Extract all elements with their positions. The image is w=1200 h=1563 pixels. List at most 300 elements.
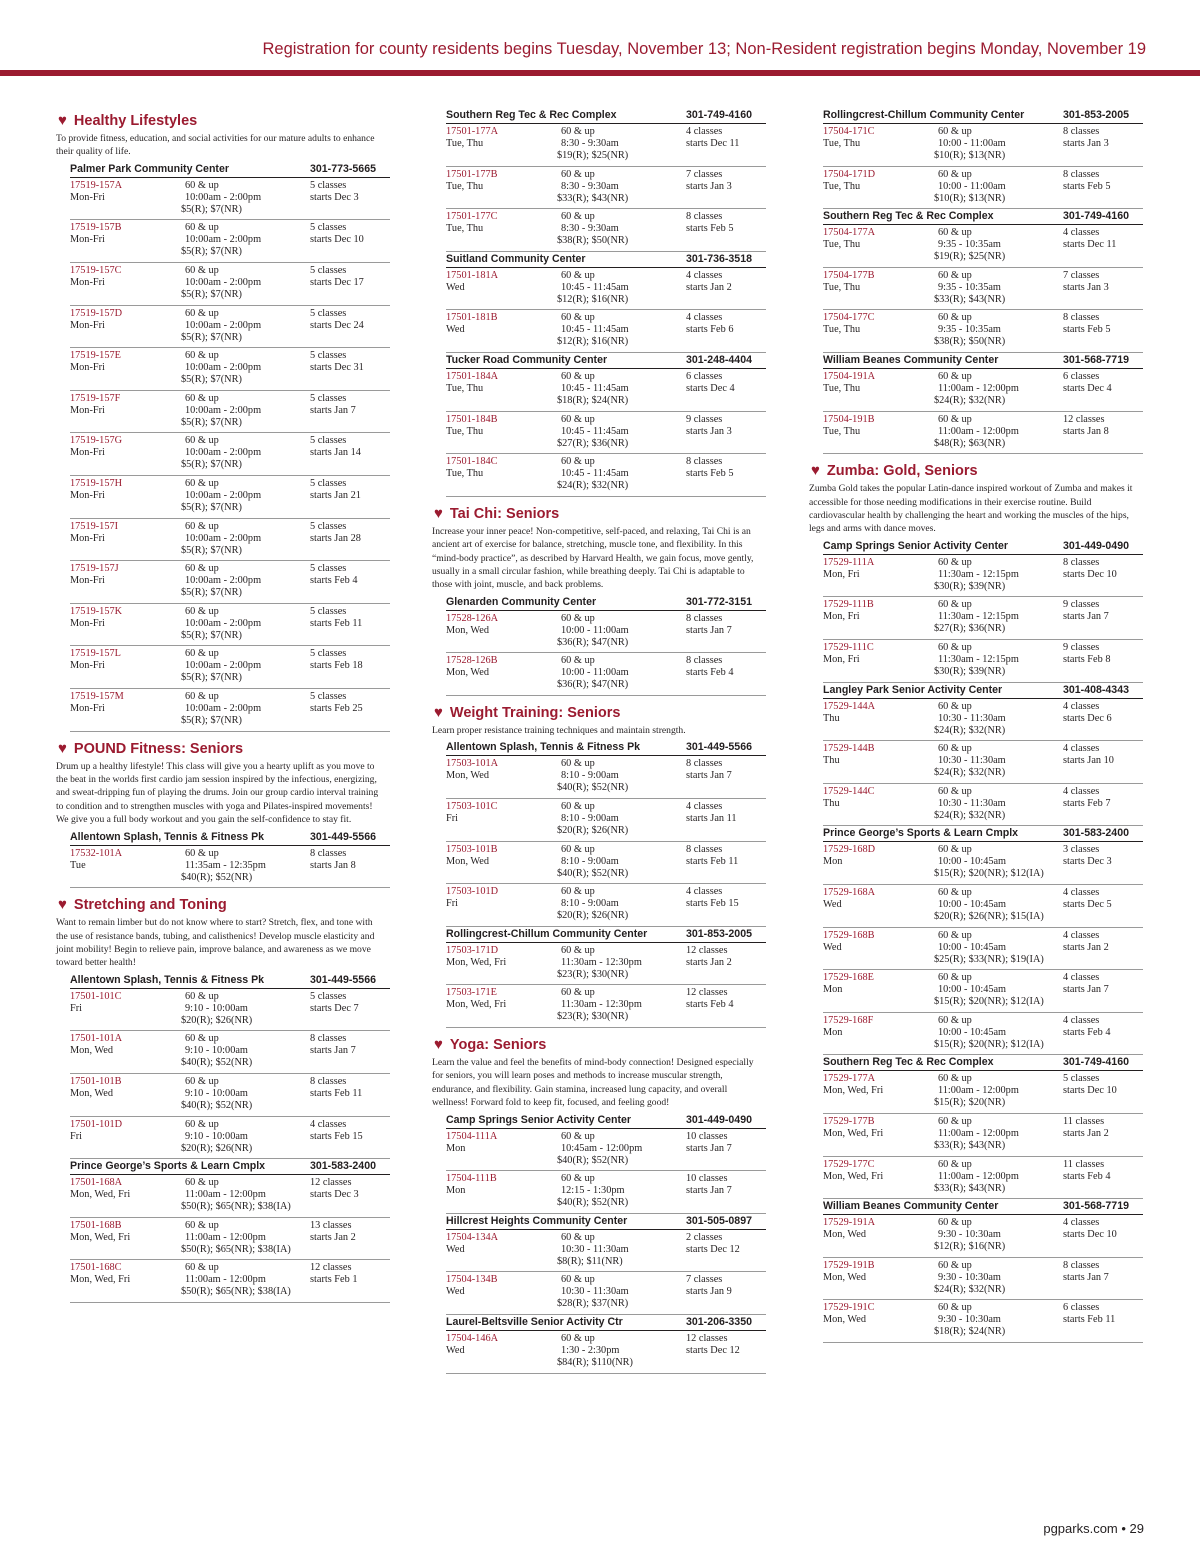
class-row (446, 943, 766, 986)
class-row (823, 555, 1143, 598)
class-fee: $15(R); $20(NR); $12(IA) (934, 868, 1044, 880)
class-fee: $5(R); $7(NR) (181, 629, 242, 641)
class-age: 60 & up (185, 477, 219, 489)
class-start: starts Feb 15 (310, 1130, 363, 1142)
class-fee: $20(R); $26(NR) (557, 824, 629, 836)
class-days: Mon, Wed (823, 1314, 867, 1326)
facility-name: Camp Springs Senior Activity Center (823, 539, 1009, 552)
class-age: 60 & up (561, 987, 595, 999)
class-count: 8 classes (1063, 126, 1100, 137)
class-fee: $24(R); $32(NR) (934, 1283, 1006, 1295)
heart-icon: ♥ (58, 739, 67, 757)
class-days: Mon, Wed, Fri (446, 956, 507, 968)
class-row (823, 885, 1143, 928)
class-age: 60 & up (185, 392, 219, 404)
class-time: 8:30 - 9:30am (561, 223, 619, 235)
class-fee: $18(R); $24(NR) (557, 394, 629, 406)
class-code: 17503-171E (446, 987, 497, 999)
class-fee: $24(R); $32(NR) (934, 767, 1006, 779)
class-count: 6 classes (686, 370, 723, 382)
class-code: 17519-157G (70, 435, 123, 447)
class-age: 60 & up (938, 312, 972, 324)
class-age: 60 & up (185, 1118, 219, 1130)
class-row (823, 268, 1143, 311)
class-start: starts Jan 7 (310, 1045, 356, 1057)
class-fee: $5(R); $7(NR) (181, 544, 242, 556)
class-days: Wed (823, 941, 842, 953)
program-section (56, 892, 390, 1307)
class-count: 5 classes (310, 392, 347, 404)
column-3 (809, 108, 1143, 1347)
class-fee: $20(R); $26(NR); $15(IA) (934, 910, 1044, 922)
class-code: 17529-191B (823, 1259, 875, 1271)
class-start: starts Dec 11 (1063, 239, 1117, 251)
class-age: 60 & up (938, 1073, 972, 1085)
facility-header (823, 1055, 1143, 1071)
class-time: 11:00am - 12:00pm (938, 1170, 1019, 1182)
column-1 (56, 108, 390, 1307)
facility-phone: 301-568-7719 (1063, 353, 1129, 366)
class-time: 9:10 - 10:00am (185, 1002, 248, 1014)
facility-phone: 301-853-2005 (686, 927, 752, 940)
class-start: starts Feb 5 (1063, 180, 1111, 192)
class-count: 5 classes (310, 605, 347, 617)
class-code: 17529-111B (823, 599, 874, 611)
class-count: 9 classes (1063, 599, 1100, 611)
class-days: Wed (446, 1344, 465, 1356)
class-age: 60 & up (938, 370, 972, 382)
class-start: starts Dec 3 (1063, 856, 1112, 868)
class-code: 17503-171D (446, 944, 499, 956)
facility-header (823, 108, 1143, 124)
class-count: 4 classes (1063, 785, 1100, 797)
class-start: starts Jan 14 (310, 447, 361, 459)
class-start: starts Dec 3 (310, 1189, 359, 1201)
facility-header (446, 1113, 766, 1129)
class-start: starts Dec 10 (1063, 568, 1117, 580)
class-fee: $5(R); $7(NR) (181, 587, 242, 599)
class-start: starts Jan 7 (686, 770, 732, 782)
class-row (446, 1129, 766, 1172)
class-fee: $33(R); $43(NR) (934, 1139, 1006, 1151)
class-code: 17504-177A (823, 227, 876, 239)
class-fee: $40(R); $52(NR) (181, 871, 253, 883)
class-start: starts Jan 7 (1063, 1271, 1109, 1283)
class-code: 17529-111A (823, 556, 875, 568)
class-code: 17529-177A (823, 1073, 876, 1085)
class-code: 17504-191A (823, 370, 876, 382)
class-days: Mon, Wed, Fri (823, 1170, 884, 1182)
class-days: Tue, Thu (823, 180, 861, 192)
class-row (823, 699, 1143, 742)
class-days: Thu (823, 755, 840, 767)
class-count: 4 classes (1063, 227, 1100, 239)
class-fee: $28(R); $37(NR) (557, 1298, 629, 1310)
section-title (56, 108, 390, 131)
class-count: 10 classes (686, 1130, 728, 1142)
class-count: 5 classes (310, 350, 347, 362)
class-code: 17529-168E (823, 972, 874, 984)
class-row (70, 263, 390, 306)
class-code: 17529-144B (823, 743, 875, 755)
class-days: Mon, Wed, Fri (446, 999, 507, 1011)
class-fee: $33(R); $43(NR) (934, 1182, 1006, 1194)
class-count: 13 classes (310, 1219, 352, 1231)
class-count: 4 classes (1063, 700, 1100, 712)
facility-name: Suitland Community Center (446, 252, 586, 265)
class-time: 10:00am - 2:00pm (185, 575, 262, 587)
class-start: starts Dec 31 (310, 362, 364, 374)
class-start: starts Dec 11 (686, 138, 740, 149)
facility-header (823, 826, 1143, 842)
section-title-text: Yoga: Seniors (449, 1036, 547, 1053)
class-days: Mon, Fri (823, 611, 860, 623)
class-time: 10:30 - 11:30am (561, 1243, 629, 1255)
class-row (823, 225, 1143, 268)
program-section (432, 700, 766, 1032)
class-age: 60 & up (938, 743, 972, 755)
class-count: 8 classes (686, 612, 723, 624)
class-age: 60 & up (185, 1075, 219, 1087)
class-days: Fri (70, 1002, 83, 1014)
class-days: Mon-Fri (70, 404, 105, 416)
class-fee: $36(R); $47(NR) (557, 679, 629, 691)
class-count: 8 classes (686, 758, 723, 770)
class-fee: $33(R); $43(NR) (557, 192, 629, 204)
class-start: starts Jan 28 (310, 532, 361, 544)
class-count: 12 classes (686, 1332, 728, 1344)
class-start: starts Jan 11 (686, 812, 737, 824)
facility-phone: 301-248-4404 (686, 353, 752, 366)
class-code: 17519-157D (70, 307, 123, 319)
facility-phone: 301-773-5665 (310, 162, 376, 175)
class-code: 17504-134A (446, 1231, 499, 1243)
class-code: 17519-157K (70, 605, 123, 617)
class-time: 9:30 - 10:30am (938, 1229, 1001, 1241)
class-start: starts Dec 10 (1063, 1085, 1117, 1097)
facility-phone: 301-853-2005 (1063, 109, 1129, 121)
class-start: starts Jan 2 (1063, 941, 1109, 953)
facility-phone: 301-568-7719 (1063, 1200, 1129, 1213)
class-age: 60 & up (185, 307, 219, 319)
class-row (823, 1071, 1143, 1114)
facility-name: Rollingcrest-Chillum Community Center (446, 927, 648, 940)
class-count: 2 classes (686, 1231, 723, 1243)
class-days: Wed (823, 898, 842, 910)
facility-header (446, 927, 766, 943)
class-count: 5 classes (310, 307, 347, 319)
class-time: 10:00 - 11:00am (561, 667, 629, 679)
class-row (823, 597, 1143, 640)
class-count: 9 classes (686, 413, 723, 425)
class-time: 10:00am - 2:00pm (185, 277, 262, 288)
class-start: starts Jan 7 (686, 624, 732, 636)
class-age: 60 & up (561, 758, 595, 770)
class-row (70, 1218, 390, 1261)
class-row (823, 1215, 1143, 1258)
class-age: 60 & up (561, 655, 595, 667)
class-age: 60 & up (185, 1177, 219, 1189)
facility-name: Allentown Splash, Tennis & Fitness Pk (70, 830, 265, 843)
class-days: Fri (70, 1130, 83, 1142)
class-start: starts Jan 3 (1063, 281, 1109, 293)
class-start: starts Feb 25 (310, 702, 363, 714)
class-fee: $15(R); $20(NR) (934, 1097, 1006, 1109)
section-title (809, 458, 1143, 481)
class-count: 4 classes (686, 800, 723, 812)
class-row (823, 970, 1143, 1013)
class-time: 11:00am - 12:00pm (938, 1085, 1019, 1097)
facility-phone: 301-449-0490 (1063, 539, 1129, 552)
class-row (70, 476, 390, 519)
class-days: Mon (823, 856, 843, 868)
class-count: 5 classes (310, 435, 347, 447)
class-time: 10:00am - 2:00pm (185, 617, 262, 629)
class-code: 17519-157B (70, 222, 122, 234)
class-row (823, 741, 1143, 784)
class-time: 11:00am - 12:00pm (938, 1127, 1019, 1139)
section-description: To provide fitness, education, and social activities for our mature adults to enhance their quality of life. (56, 133, 375, 158)
class-fee: $27(R); $36(NR) (934, 623, 1006, 635)
class-time: 10:00am - 2:00pm (185, 319, 262, 331)
facility-phone: 301-583-2400 (310, 1160, 376, 1173)
class-row (823, 842, 1143, 885)
class-age: 60 & up (561, 312, 595, 324)
class-time: 10:00am - 2:00pm (185, 362, 262, 374)
facility-phone: 301-749-4160 (686, 109, 752, 121)
class-code: 17519-157F (70, 392, 121, 404)
class-time: 9:10 - 10:00am (185, 1130, 248, 1142)
class-time: 10:45 - 11:45am (561, 425, 629, 437)
class-start: starts Jan 9 (686, 1286, 732, 1298)
class-days: Tue, Thu (446, 468, 484, 480)
class-start: starts Jan 3 (686, 180, 732, 192)
facility-name: Allentown Splash, Tennis & Fitness Pk (70, 973, 265, 986)
class-count: 4 classes (686, 269, 723, 281)
section-title (432, 501, 766, 524)
class-time: 11:00am - 12:00pm (185, 1274, 266, 1286)
class-count: 4 classes (686, 886, 723, 898)
class-start: starts Dec 4 (686, 382, 735, 394)
facility-name: Southern Reg Tec & Rec Complex (823, 210, 994, 223)
class-fee: $40(R); $52(NR) (181, 1057, 253, 1069)
class-time: 10:00 - 11:00am (561, 624, 629, 636)
class-row (823, 310, 1143, 353)
class-start: starts Feb 4 (310, 575, 358, 587)
class-time: 11:30am - 12:15pm (938, 568, 1019, 580)
program-section (56, 736, 390, 893)
heart-icon: ♥ (434, 1035, 443, 1053)
class-start: starts Feb 8 (1063, 653, 1111, 665)
class-count: 5 classes (310, 563, 347, 575)
class-count: 6 classes (1063, 370, 1100, 382)
class-count: 5 classes (310, 265, 347, 276)
class-count: 8 classes (1063, 312, 1100, 324)
class-code: 17519-157L (70, 648, 121, 660)
heart-icon: ♥ (434, 703, 443, 721)
class-start: starts Dec 17 (310, 277, 364, 288)
class-row (446, 842, 766, 885)
facility-header (823, 539, 1143, 555)
class-age: 60 & up (561, 1332, 595, 1344)
facility-name: Langley Park Senior Activity Center (823, 683, 1003, 696)
class-time: 11:30am - 12:30pm (561, 956, 642, 968)
class-fee: $24(R); $32(NR) (934, 809, 1006, 821)
class-time: 10:45 - 11:45am (561, 324, 629, 336)
class-count: 6 classes (1063, 1302, 1100, 1314)
page-header (0, 0, 1200, 78)
class-start: starts Jan 3 (1063, 138, 1109, 149)
class-age: 60 & up (938, 1302, 972, 1314)
class-days: Tue, Thu (823, 425, 861, 437)
class-code: 17529-177C (823, 1158, 875, 1170)
class-fee: $38(R); $50(NR) (557, 235, 629, 247)
class-code: 17501-181A (446, 269, 499, 281)
class-code: 17504-111B (446, 1173, 497, 1185)
class-row (446, 412, 766, 455)
facility-name: Prince George’s Sports & Learn Cmplx (70, 1160, 266, 1173)
class-age: 60 & up (185, 222, 219, 234)
section-title-text: POUND Fitness: Seniors (73, 740, 244, 757)
class-days: Mon, Wed (70, 1087, 114, 1099)
class-row (70, 348, 390, 391)
class-age: 60 & up (938, 1259, 972, 1271)
class-count: 8 classes (686, 211, 723, 223)
facility-name: William Beanes Community Center (823, 1200, 999, 1213)
facility-phone: 301-583-2400 (1063, 827, 1129, 840)
program-section (432, 1032, 766, 1378)
class-row (70, 391, 390, 434)
program-section (809, 458, 1143, 1347)
class-code: 17503-101D (446, 886, 499, 898)
class-count: 4 classes (1063, 886, 1100, 898)
class-fee: $48(R); $63(NR) (934, 437, 1006, 449)
facility-phone: 301-449-5566 (310, 830, 376, 843)
class-time: 11:30am - 12:15pm (938, 611, 1019, 623)
section-description: Increase your inner peace! Non-competitive, self-paced, and relaxing, Tai Chi is an ancient art of exercise for balance, stretching, muscle tone, and flexibility. In this “mind-body practice”, as described by Harvard Health, we gain focus, move gently, usually in a small circular fashion, while breathing deeply. Tai Chi is adaptable to those with joint, muscle, and back problems. (432, 525, 754, 591)
class-count: 4 classes (686, 126, 723, 137)
class-age: 60 & up (561, 944, 595, 956)
class-row (446, 799, 766, 842)
class-count: 8 classes (310, 1033, 347, 1045)
class-fee: $50(R); $65(NR); $38(IA) (181, 1201, 291, 1213)
class-row (446, 1272, 766, 1315)
facility-name: Palmer Park Community Center (70, 162, 229, 175)
class-row (70, 306, 390, 349)
class-code: 17503-101C (446, 800, 498, 812)
class-days: Mon-Fri (70, 362, 105, 374)
class-days: Tue, Thu (823, 281, 861, 293)
class-count: 4 classes (1063, 1014, 1100, 1026)
class-fee: $24(R); $32(NR) (934, 724, 1006, 736)
class-code: 17519-157J (70, 563, 119, 575)
class-fee: $40(R); $52(NR) (557, 1197, 629, 1209)
class-days: Mon-Fri (70, 489, 105, 501)
class-age: 60 & up (938, 1217, 972, 1229)
class-age: 60 & up (938, 413, 972, 425)
class-days: Mon-Fri (70, 702, 105, 714)
class-fee: $5(R); $7(NR) (181, 289, 242, 300)
class-days: Wed (446, 281, 465, 293)
section-title (56, 892, 390, 915)
class-days: Tue, Thu (446, 138, 484, 149)
class-row (70, 989, 390, 1032)
section-title (56, 736, 390, 759)
class-days: Mon, Wed, Fri (823, 1085, 884, 1097)
class-start: starts Feb 5 (1063, 324, 1111, 336)
class-age: 60 & up (185, 648, 219, 660)
class-time: 8:10 - 9:00am (561, 812, 619, 824)
class-days: Tue (70, 859, 86, 871)
class-count: 11 classes (1063, 1115, 1105, 1127)
class-count: 5 classes (310, 648, 347, 660)
class-count: 8 classes (686, 655, 723, 667)
class-start: starts Dec 12 (686, 1344, 740, 1356)
class-row (446, 884, 766, 927)
class-time: 8:30 - 9:30am (561, 138, 619, 149)
facility-name: Hillcrest Heights Community Center (446, 1214, 628, 1227)
class-code: 17528-126A (446, 612, 499, 624)
class-count: 8 classes (310, 847, 347, 859)
class-row (446, 454, 766, 497)
class-time: 10:45 - 11:45am (561, 382, 629, 394)
class-time: 10:00am - 2:00pm (185, 234, 262, 246)
class-count: 5 classes (310, 179, 347, 191)
class-days: Mon-Fri (70, 532, 105, 544)
class-fee: $36(R); $47(NR) (557, 636, 629, 648)
class-age: 60 & up (938, 1115, 972, 1127)
class-days: Mon, Wed, Fri (70, 1274, 131, 1286)
class-fee: $20(R); $26(NR) (181, 1014, 253, 1026)
class-fee: $5(R); $7(NR) (181, 459, 242, 471)
class-age: 60 & up (938, 168, 972, 180)
class-days: Mon-Fri (70, 191, 105, 203)
facility-phone: 301-749-4160 (1063, 1056, 1129, 1069)
class-start: starts Dec 6 (1063, 712, 1112, 724)
class-code: 17504-177B (823, 269, 875, 281)
class-time: 8:30 - 9:30am (561, 180, 619, 192)
class-count: 11 classes (1063, 1158, 1105, 1170)
class-row (446, 209, 766, 252)
class-age: 60 & up (561, 1173, 595, 1185)
class-age: 60 & up (561, 370, 595, 382)
class-start: starts Feb 4 (686, 667, 734, 679)
class-fee: $5(R); $7(NR) (181, 331, 242, 343)
class-time: 9:30 - 10:30am (938, 1271, 1001, 1283)
facility-phone: 301-736-3518 (686, 252, 752, 265)
class-days: Mon, Wed (446, 770, 490, 782)
class-count: 4 classes (1063, 972, 1100, 984)
class-code: 17519-157C (70, 265, 122, 276)
class-age: 60 & up (561, 1130, 595, 1142)
class-fee: $12(R); $16(NR) (557, 336, 629, 348)
section-description: Drum up a healthy lifestyle! This class will give you a hearty uplift as you move to the beat in the worlds first cardio jam session inspired by the infectious, energizing, and sweat-dripping fun of playing the drums. Join our group cardio interval training to condition and to strengthen muscles with yoga and Pilates-inspired movements! We give you a full body workout and you gain the self-confidence to stay fit. (56, 760, 379, 826)
class-age: 60 & up (938, 1014, 972, 1026)
class-age: 60 & up (938, 1158, 972, 1170)
class-row (823, 1300, 1143, 1343)
facility-phone: 301-449-5566 (686, 741, 752, 754)
section-spacer (56, 1303, 390, 1307)
class-fee: $40(R); $52(NR) (557, 1154, 629, 1166)
class-days: Mon-Fri (70, 234, 105, 246)
class-time: 11:00am - 12:00pm (185, 1189, 266, 1201)
section-description: Learn the value and feel the benefits of mind-body connection! Designed especially for seniors, you will learn poses and methods to increase muscular strength, endurance, and flexibility. Gain stamina, increased lung capacity, and overall wellness! Forward fold to keep fit, focused, and feeling good! (432, 1056, 754, 1109)
class-count: 9 classes (1063, 641, 1100, 653)
class-code: 17503-101A (446, 758, 499, 770)
class-start: starts Feb 1 (310, 1274, 358, 1286)
class-days: Tue, Thu (446, 223, 484, 235)
class-age: 60 & up (185, 847, 219, 859)
